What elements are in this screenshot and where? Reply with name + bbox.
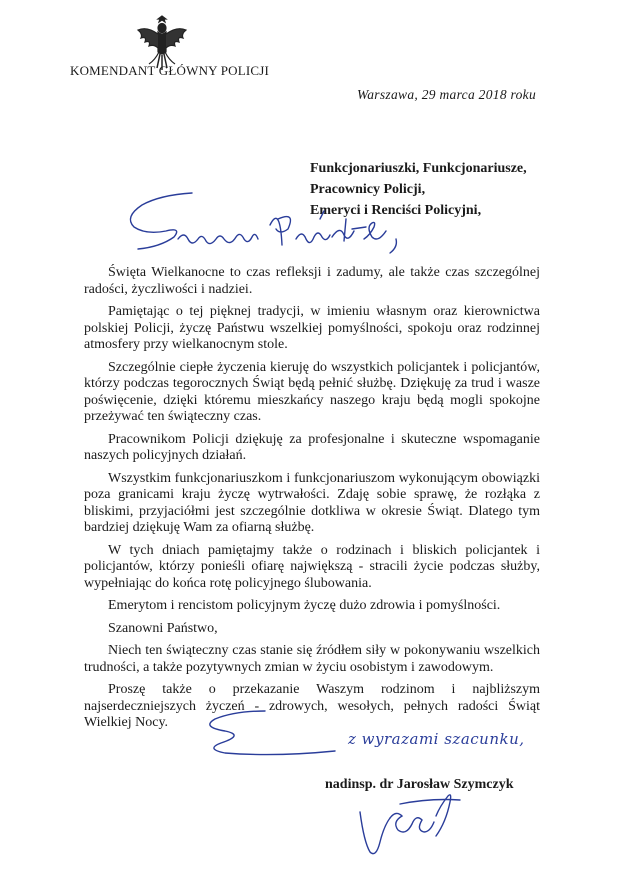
body-paragraph: Proszę także o przekazanie Waszym rodzinom i najbliższym najserdeczniejszych życzeń - zdrowych, wesołych, pełnych radości Świąt Wielkiej Nocy. [84,682,540,730]
body-paragraph: Emerytom i rencistom policyjnym życzę dużo zdrowia i pomyślności. [108,598,501,613]
body-paragraph: Święta Wielkanocne to czas refleksji i zadumy, ale także czas szczególnej radości, życzliwości i nadziei. [84,265,540,297]
signer-name: nadinsp. dr Jarosław Szymczyk [325,777,514,792]
body-paragraph: Wszystkim funkcjonariuszkom i funkcjonariuszom wykonującym obowiązki poza granicami kraju życzę wytrwałości. Zdaję sobie sprawę, że rozłąka z bliskimi, przyjaciółmi jest szczególnie dotkliwa w okresie Świąt. Dlatego tym bardziej dziękuję Wam za ofiarną służbę. [84,470,540,535]
issuer-title: KOMENDANT GŁÓWNY POLICJI [70,63,270,78]
body-paragraph: W tych dniach pamiętajmy także o rodzinach i bliskich policjantek i policjantów, którzy ponieśli ofiarę największą - stracili życie podczas służby, wypełniając do końca rotę policyjnego ślubowania. [84,542,540,591]
handwritten-salutation [120,185,420,260]
body-paragraph: Szczególnie ciepłe życzenia kieruję do wszystkich policjantek i policjantów, którzy podczas tegorocznych Świąt będą pełnić służbę. Dziękuję za trud i wasze poświęcenie, dzięki któremu mieszkańcy naszego kraju będą mogli spokojne przeżywać ten świąteczny czas. [84,359,540,424]
letter-body [84,265,540,738]
addressee-line: Pracownicy Policji, [310,182,426,197]
handwritten-salutation-signature-icon [120,185,420,260]
handwritten-closing: z wyrazami szacunku, [348,730,525,748]
body-paragraph: Pracownikom Policji dziękuję za profesjonalne i skuteczne wspomaganie naszych policyjnych działań. [84,431,540,463]
addressee-line: Emeryci i Renciści Policyjni, [310,203,482,218]
signature-icon [340,782,480,862]
body-paragraph: Szanowni Państwo, [108,620,218,636]
letter-date: Warszawa, 29 marca 2018 roku [356,87,536,102]
body-paragraph: Niech ten świąteczny czas stanie się źródłem siły w pokonywaniu wszelkich trudności, a także pozytywnych zmian w życiu osobistym i zawodowym. [84,643,540,675]
addressee-line: Funkcjonariuszki, Funkcjonariusze, [310,161,527,176]
body-paragraph: Pamiętając o tej pięknej tradycji, w imieniu własnym oraz kierownictwa polskiej Policji, życzę Państwu wszelkiej pomyślności, spokoju oraz rodzinnej atmosfery przy wielkanocnym stole. [84,304,540,352]
